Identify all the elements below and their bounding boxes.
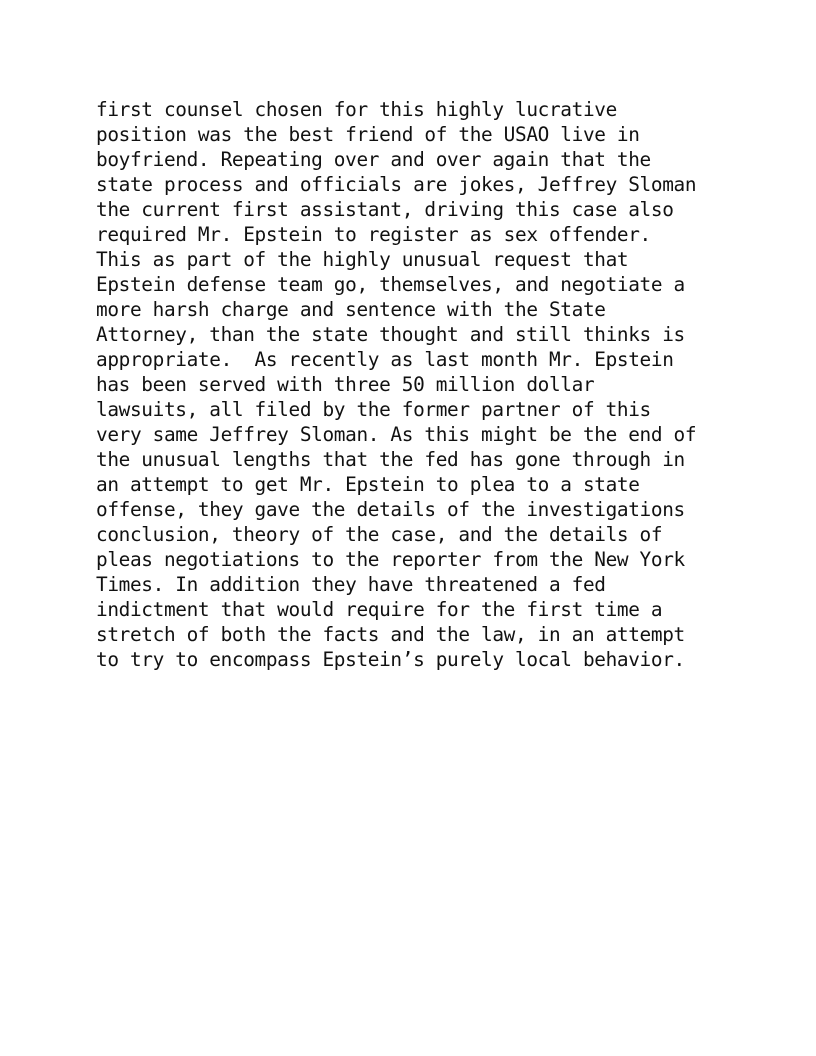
text-line: position was the best friend of the USAO live in [96,123,640,146]
text-line: first counsel chosen for this highly lucrative [96,98,617,121]
text-line: the unusual lengths that the fed has gone through in [96,448,685,471]
text-line: Epstein defense team go, themselves, and negotiate a [96,273,685,296]
text-line: indictment that would require for the first time a [96,598,663,621]
text-line: Attorney, than the state thought and still thinks is [96,323,685,346]
text-line: appropriate. As recently as last month Mr. Epstein [96,348,674,371]
text-line: stretch of both the facts and the law, in an attempt [96,623,685,646]
text-line: has been served with three 50 million dollar [96,373,595,396]
text-line: more harsh charge and sentence with the State [96,298,606,321]
text-line: offense, they gave the details of the investigations [96,498,685,521]
text-line: required Mr. Epstein to register as sex offender. [96,223,651,246]
text-line: the current first assistant, driving this case also [96,198,674,221]
text-line: conclusion, theory of the case, and the details of [96,523,663,546]
body-paragraph [96,97,756,672]
text-line: to try to encompass Epstein’s purely local behavior. [96,648,685,671]
text-line: an attempt to get Mr. Epstein to plea to a state [96,473,640,496]
text-line: lawsuits, all filed by the former partner of this [96,398,651,421]
text-line: This as part of the highly unusual request that [96,248,629,271]
text-line: state process and officials are jokes, Jeffrey Sloman [96,173,697,196]
text-line: Times. In addition they have threatened a fed [96,573,606,596]
text-line: pleas negotiations to the reporter from the New York [96,548,685,571]
text-line: very same Jeffrey Sloman. As this might be the end of [96,423,697,446]
text-line: boyfriend. Repeating over and over again that the [96,148,651,171]
